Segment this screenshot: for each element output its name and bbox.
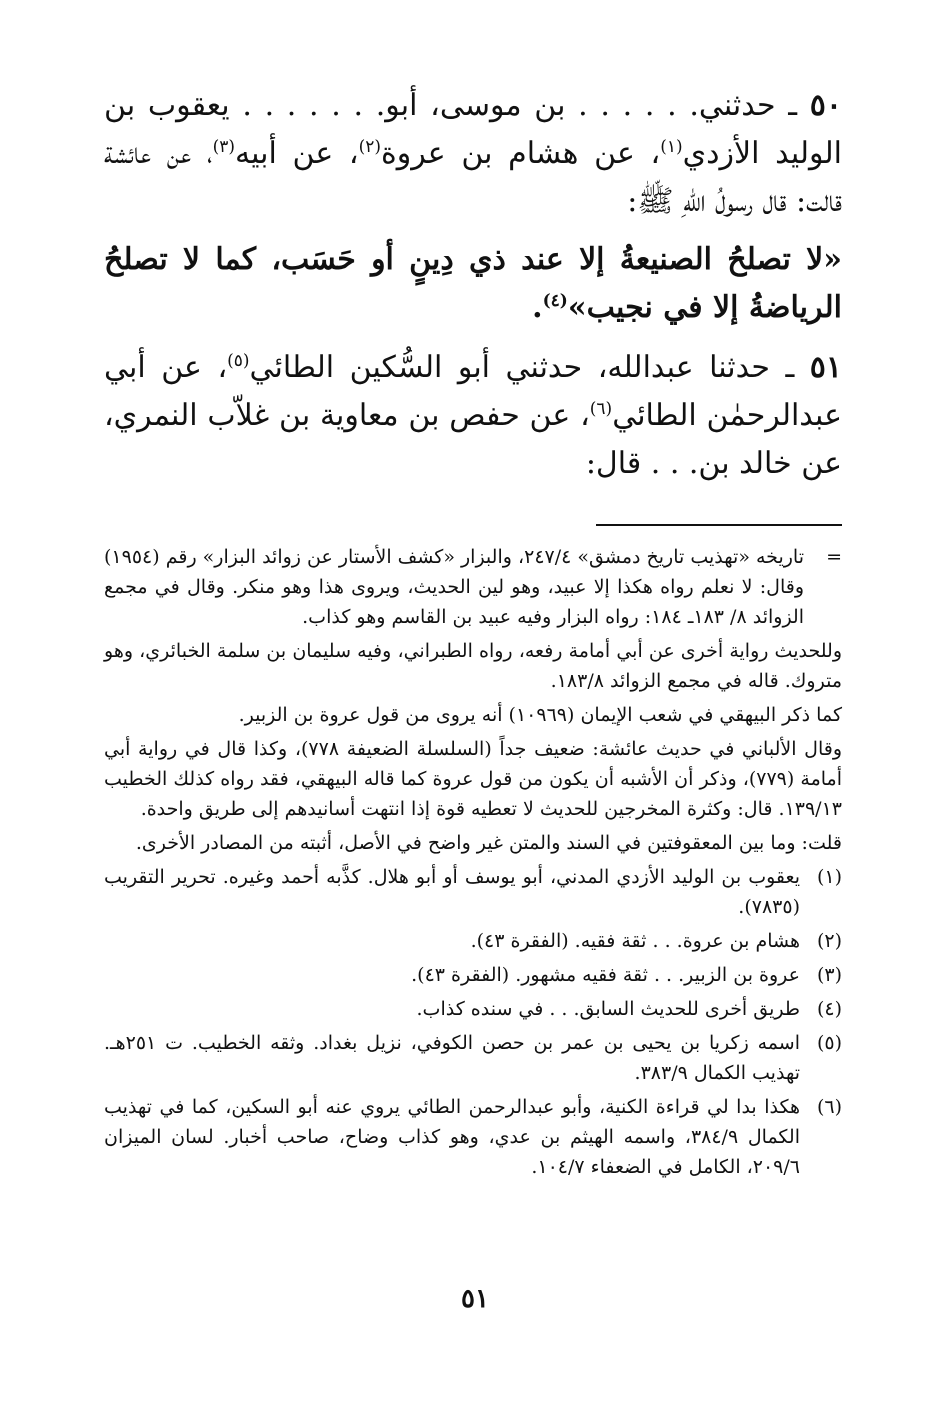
footnote-paragraph: وللحديث رواية أخرى عن أبي أمامة رفعه، رواه الطبراني، وفيه سليمان بن سلمة الخبائري، وهو متروك. قاله في مجمع الزوائد ١٨٣/٨. — [104, 640, 842, 692]
footnote-ref: (٢) — [358, 137, 381, 157]
hadith-text: ، عن حفص بن معاوية بن غلاّب النمري، عن خالد بن. . . قال: — [104, 398, 842, 481]
page-number: ٥١ — [461, 1284, 489, 1314]
footnote-text: يعقوب بن الوليد الأزدي المدني، أبو يوسف أو أبو هلال. كذَّبه أحمد وغيره. تحرير التقريب (٧٨٣٥). — [104, 866, 800, 918]
footnote-item — [104, 1028, 842, 1088]
footnote-text: اسمه زكريا بن يحيى بن عمر بن حصن الكوفي، نزيل بغداد. وثقه الخطيب. ت ٢٥١هـ. تهذيب الكمال ٣٨٣/٩. — [104, 1032, 800, 1084]
hadith-text: ، عن هشام بن عروة — [381, 136, 661, 171]
hadith-text: ـ حدثنا عبدالله، حدثني أبو السُّكين الطائي — [249, 350, 810, 385]
footnote-number: (٤) — [816, 998, 842, 1020]
footnote-paragraph: كما ذكر البيهقي في شعب الإيمان (١٠٩٦٩) أنه يروى من قول عروة بن الزبير. — [238, 704, 842, 726]
footnote-number: (٣) — [816, 964, 842, 986]
footnote-text: هشام بن عروة. . . ثقة فقيه. (الفقرة ٤٣). — [470, 930, 800, 952]
hadith-51 — [104, 344, 842, 488]
footnote-number: (١) — [816, 866, 842, 888]
footnote-item — [104, 994, 842, 1024]
footnote-ref: (٤) — [542, 291, 568, 311]
footnote-paragraph: وقال الألباني في حديث عائشة: ضعيف جداً (السلسلة الضعيفة ٧٧٨)، وكذا قال في رواية أبي أمامة (٧٧٩)، وذكر أن الأشبه أن يكون من قول عروة كما قاله البيهقي، فقد رواه كذلك الخطيب ١٣٩/١٣. قال: وكثرة المخرجين للحديث لا تعطيه قوة إذا انتهت أسانيدهم إلى طريق واحدة. — [104, 738, 843, 820]
footnote-item — [104, 926, 842, 956]
footnote-item — [104, 960, 842, 990]
hadith-text: ، عن أبي عبدالرحمٰن الطائي — [104, 350, 843, 433]
footnotes — [104, 542, 842, 1182]
footnote-ref: (٦) — [589, 399, 613, 419]
hadith-text: ، عن أبيه — [235, 136, 359, 171]
footnote-item — [104, 1092, 842, 1182]
footnote-text: هكذا بدا لي قراءة الكنية، وأبو عبدالرحمن الطائي يروي عنه أبو السكين، كما في تهذيب الكمال ٣٨٤/٩، واسمه الهيثم بن عدي، وهو كذاب وضاح، صاحب أخبار. لسان الميزان ٢٠٩/٦، الكامل في الضعفاء ١٠٤/٧. — [104, 1096, 800, 1178]
hadith-text: ـ حدثني. . . . . . بن موسى، أبو. . . . . . . يعقوب بن الوليد الأزدي — [104, 88, 842, 171]
footnote-continuation — [104, 542, 842, 632]
footnote-paragraph: قلت: وما بين المعقوفتين في السند والمتن غير واضح في الأصل، أثبته من المصادر الأخرى. — [135, 832, 842, 854]
footnote-text: تاريخه «تهذيب تاريخ دمشق» ٢٤٧/٤، والبزار «كشف الأستار عن زوائد البزار» رقم (١٩٥٤) وقال: لا نعلم رواه هكذا إلا عبيد، وهو لين الحديث، ويروى هذا وهو منكر. وقال في مجمع الزوائد ٨/ ١٨٣ـ ١٨٤: رواه البزار وفيه عبيد بن القاسم وهو كذاب. — [104, 546, 804, 628]
footnote-ref: (٥) — [227, 351, 250, 371]
main-text — [104, 82, 842, 488]
footnote-divider — [596, 524, 842, 526]
hadith-quote — [104, 236, 842, 332]
footnote-number: (٥) — [816, 1032, 842, 1054]
quote-text: «لا تصلحُ الصنيعةُ إلا عند ذي دِينٍ أو حَسَب، كما لا تصلحُ الرياضةُ إلا في نجيب» — [104, 242, 842, 325]
continuation-mark: = — [826, 546, 842, 568]
footnote-number: (٢) — [816, 930, 842, 952]
footnote-text: طريق أخرى للحديث السابق. . . في سنده كذاب. — [416, 998, 800, 1020]
footnote-ref: (١) — [660, 137, 683, 157]
footnote-ref: (٣) — [212, 137, 235, 157]
hadith-number: ٥١ — [809, 350, 842, 385]
hadith-number: ٥٠ — [809, 88, 842, 123]
footnote-text: عروة بن الزبير. . . ثقة فقيه مشهور. (الفقرة ٤٣). — [411, 964, 800, 986]
hadith-text: ، عن عائشة قالت: قال رسولُ اللّهِ ﷺ: — [104, 136, 842, 219]
quote-end: . — [532, 290, 543, 325]
footnote-number: (٦) — [816, 1096, 842, 1118]
footnote-item — [104, 862, 842, 922]
hadith-50 — [104, 82, 842, 226]
